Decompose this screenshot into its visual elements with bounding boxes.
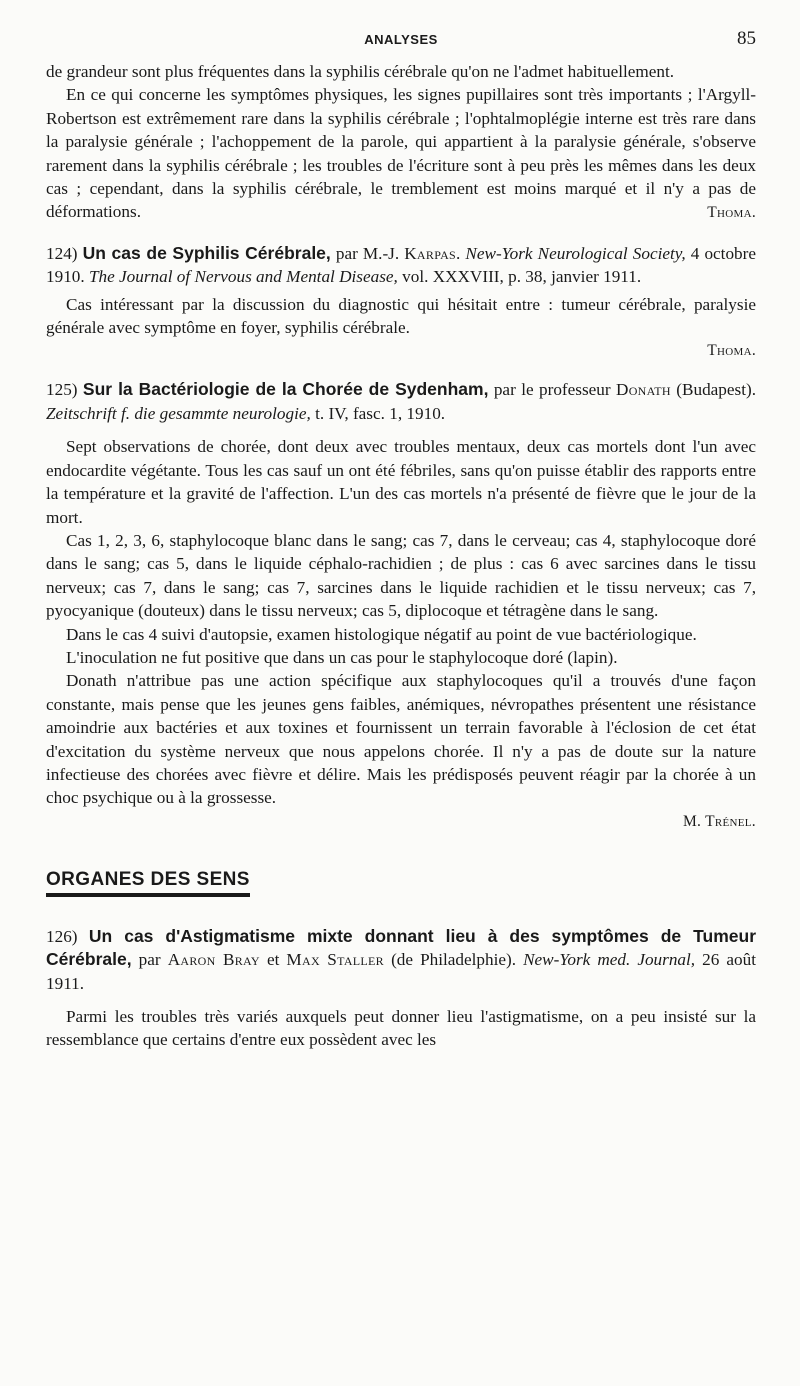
running-title: ANALYSES [364, 32, 438, 47]
entry-125-title: Sur la Bactériologie de la Chorée de Sydenham, [82, 379, 489, 400]
entry-124-ref: vol. XXXVIII, p. 38, janvier 1911. [397, 267, 642, 287]
entry-125-number: 125) [46, 380, 78, 400]
entry-124-author: Karpas [404, 243, 457, 263]
entry-125-source: Zeitschrift f. die gesammte neurologie, [46, 403, 311, 423]
section-heading: ORGANES DES SENS [46, 869, 250, 897]
intro-signature: Thoma. [707, 203, 756, 221]
entry-124-title: Un cas de Syphilis Cérébrale, [82, 242, 331, 263]
entry-124-date-1: 4 octobre 1910. [46, 243, 756, 287]
entry-125-by: par le professeur [488, 380, 616, 400]
page-number: 85 [737, 28, 756, 49]
entry-126-by: par [131, 950, 168, 970]
entry-126-author-1: Aaron Bray [167, 950, 260, 970]
entry-125 [46, 378, 756, 832]
running-head [46, 28, 756, 60]
entry-126-paragraph-1: Parmi les troubles très variés auxquels peut donner lieu l'astigmatisme, on a peu insisté sur la ressemblance que certains d'entre eux possèdent avec les [46, 1007, 756, 1050]
entry-126-author-2: Max Staller [286, 950, 384, 970]
entry-125-signature: M. Trénel. [682, 812, 756, 830]
entry-125-paragraph-1: Sept observations de chorée, dont deux avec troubles mentaux, deux cas mortels dont l'un avec endocardite végétante. Tous les cas sauf un ont été fébriles, sans qu'on puisse établir des rapports entre la température et la gravité de l'affection. L'un des cas mortels n'a présenté de fièvre que le jour de la mort. [46, 437, 756, 527]
entry-126-heading [46, 925, 756, 995]
entry-125-place: (Budapest). [670, 380, 757, 400]
entry-125-ref: t. IV, fasc. 1, 1910. [310, 403, 446, 423]
entry-124-signature: Thoma. [707, 342, 756, 360]
entry-126-place: (de Philadelphie). [384, 950, 524, 970]
entry-124-body: Cas intéressant par la discussion du diagnostic qui hésitait entre : tumeur cérébrale, paralysie générale avec symptôme en foyer, syphilis cérébrale. [46, 294, 756, 338]
entry-126-source: New-York med. Journal, [523, 950, 696, 970]
entry-125-heading [46, 378, 756, 425]
page [46, 28, 756, 1052]
entry-125-paragraph-2: Cas 1, 2, 3, 6, staphylocoque blanc dans le sang; cas 7, dans le cerveau; cas 4, staphylocoque doré dans le sang; cas 5, dans le liquide céphalo-rachidien ; de plus : cas 6 avec sarcines dans le tissu nerveux; cas 7, dans le sang; cas 7, sarcines dans le liquide rachidien et le tissu nerveux; cas 7, pyocyanique (douteux) dans le tissu nerveux; cas 5, diplocoque et tétragène dans le sang. [46, 530, 756, 621]
entry-125-paragraph-3: Dans le cas 4 suivi d'autopsie, examen histologique négatif au point de vue bactériologique. [66, 624, 697, 644]
entry-124-number: 124) [46, 243, 78, 263]
entry-125-paragraph-5: Donath n'attribue pas une action spécifique aux staphylocoques qu'il a trouvés d'une façon constante, mais pense que les jeunes gens faibles, anémiques, névropathes présentent une résistance amoindrie aux bactéries et aux toxines et fournissent un terrain favorable à l'éclosion de cet état d'excitation du système nerveux que nous appelons chorée. Il n'y a pas de doute sur la nature infectieuse des chorées avec fièvre et délire. Mais les prédisposés peuvent réagir par la chorée à un choc psychique ou à la grossesse. [46, 671, 756, 808]
entry-124 [46, 242, 756, 363]
entry-124-source-2: The Journal of Nervous and Mental Disease, [88, 267, 398, 287]
entry-124-source-1: New-York Neurological Society, [465, 243, 686, 263]
entry-126-and: et [259, 950, 287, 970]
entry-126-ref: 26 août 1911. [46, 950, 757, 993]
entry-125-paragraph-4: L'inoculation ne fut positive que dans un cas pour le staphylocoque doré (lapin). [66, 647, 618, 667]
entry-124-by: par M.-J. [330, 243, 405, 263]
entry-126-title: Un cas d'Astigmatisme mixte donnant lieu à des symptômes de Tumeur Cérébrale, [46, 925, 756, 970]
entry-126-number: 126) [46, 926, 78, 946]
entry-124-heading [46, 242, 756, 289]
entry-124-sep: . [456, 243, 466, 263]
entry-125-author: Donath [616, 380, 671, 400]
entry-126 [46, 925, 756, 1052]
intro-paragraph-2: En ce qui concerne les symptômes physiques, les signes pupillaires sont très importants ; l'Argyll-Robertson est extrêmement rare dans la syphilis cérébrale ; l'ophtalmoplégie interne est très rare dans la paralysie générale ; l'achoppement de la parole, qui appartient à la paralysie générale, s'observe rarement dans la syphilis cérébrale ; les troubles de l'écriture sont à peu près les mêmes dans les deux cas ; cependant, dans la syphilis cérébrale, le tremblement est moins marqué et il n'y a pas de déformations. [46, 85, 756, 222]
intro-paragraph-1: de grandeur sont plus fréquentes dans la syphilis cérébrale qu'on ne l'admet habituellement. [46, 62, 675, 81]
